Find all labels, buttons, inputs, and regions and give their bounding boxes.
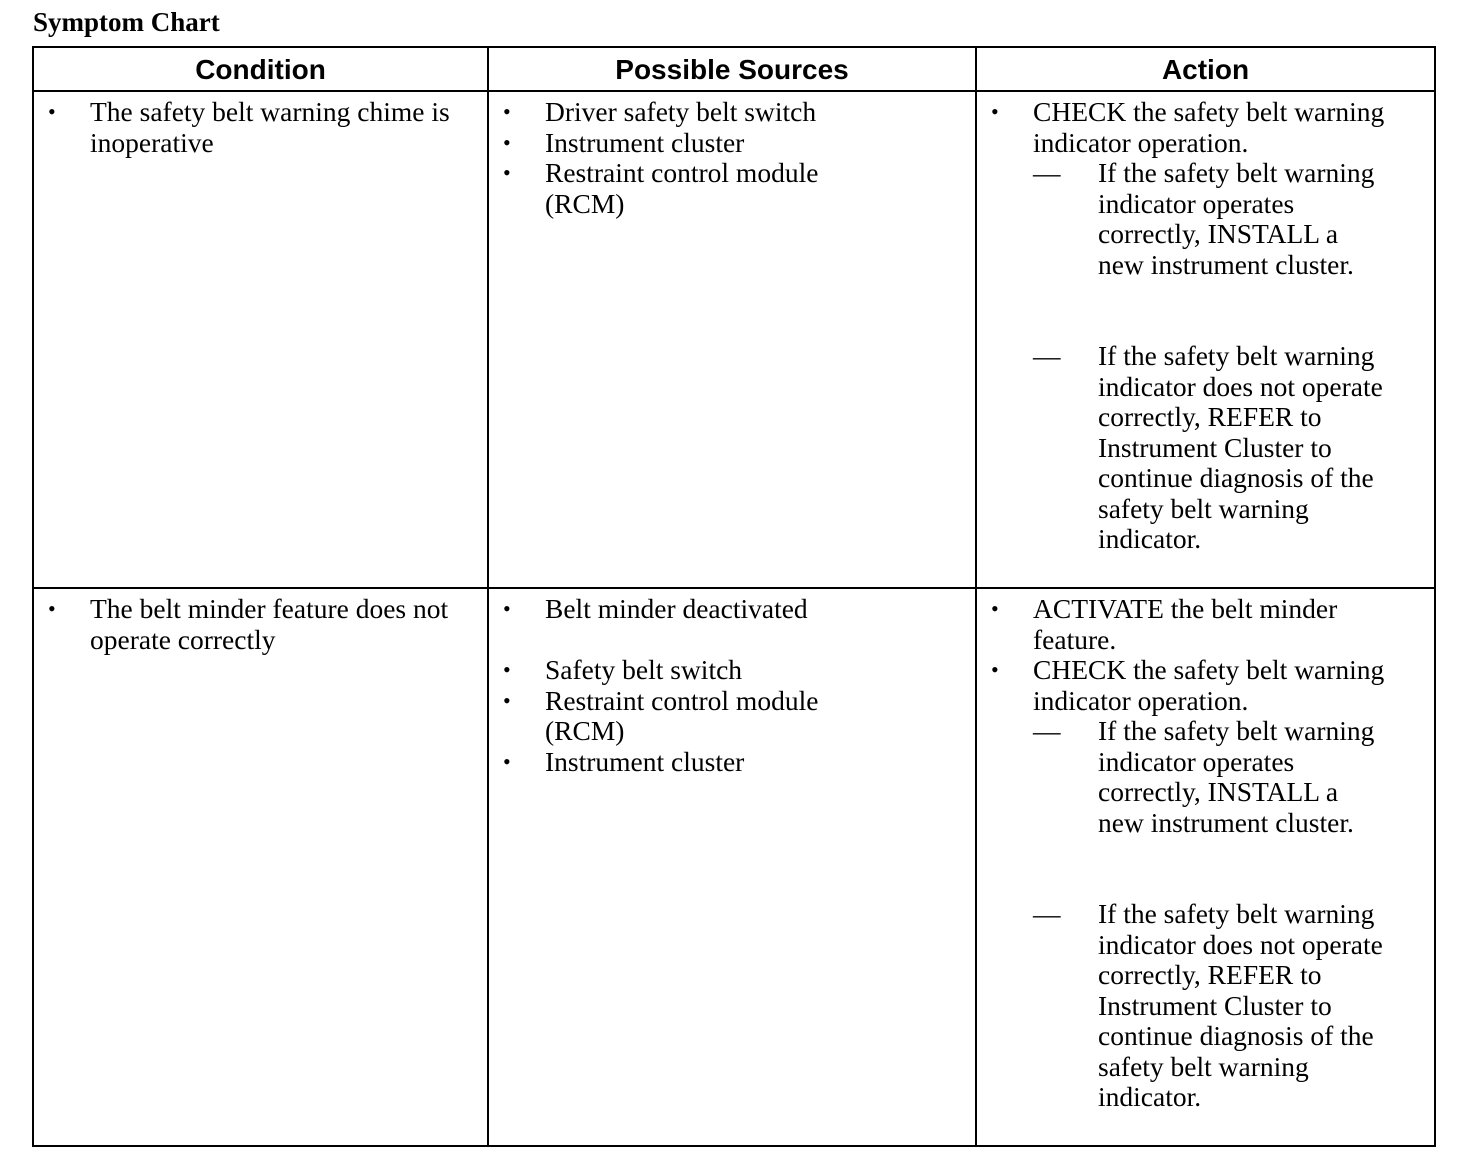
source-text: Restraint control module (RCM) bbox=[545, 157, 819, 219]
condition-item bbox=[34, 594, 477, 655]
action-subtext: If the safety belt warning indicator does not operate correctly, REFER to Instrument Cluster to continue diagnosis of the safety belt warning indicator. bbox=[1098, 340, 1383, 554]
action-subitem bbox=[1033, 716, 1384, 838]
source-item bbox=[489, 594, 975, 625]
action-subitem bbox=[1033, 899, 1384, 1113]
source-item bbox=[489, 158, 885, 219]
source-text: Instrument cluster bbox=[545, 745, 745, 777]
bullet-icon: • bbox=[503, 596, 511, 621]
action-subtext: If the safety belt warning indicator operates correctly, INSTALL a new instrument cluster. bbox=[1098, 157, 1375, 280]
page-title: Symptom Chart bbox=[33, 7, 220, 37]
source-text: Belt minder deactivated bbox=[545, 593, 808, 624]
bullet-icon: • bbox=[503, 129, 511, 155]
condition-cell bbox=[33, 91, 488, 588]
condition-item bbox=[34, 97, 477, 158]
source-item bbox=[489, 686, 885, 747]
bullet-icon: • bbox=[48, 99, 56, 124]
bullet-icon: • bbox=[991, 596, 999, 621]
source-text: Driver safety belt switch bbox=[545, 96, 817, 127]
symptom-table bbox=[32, 46, 1436, 1147]
source-item bbox=[489, 655, 975, 686]
dash-icon: — bbox=[1033, 340, 1061, 371]
condition-cell bbox=[33, 588, 488, 1146]
table-row bbox=[33, 91, 1435, 588]
action-cell bbox=[976, 91, 1435, 588]
header-possible-sources: Possible Sources bbox=[488, 47, 976, 91]
bullet-icon: • bbox=[503, 99, 511, 124]
action-subitem bbox=[1033, 341, 1384, 555]
action-text: CHECK the safety belt warning indicator operation. bbox=[1033, 654, 1385, 716]
dash-icon: — bbox=[1033, 715, 1061, 746]
action-subtext: If the safety belt warning indicator operates correctly, INSTALL a new instrument cluster. bbox=[1098, 715, 1375, 838]
action-text: CHECK the safety belt warning indicator operation. bbox=[1033, 96, 1385, 158]
action-subitem bbox=[1033, 158, 1384, 280]
sources-cell bbox=[488, 91, 976, 588]
header-row bbox=[33, 47, 1435, 91]
sources-cell bbox=[488, 588, 976, 1146]
source-text: Safety belt switch bbox=[545, 654, 743, 685]
action-item bbox=[977, 594, 1404, 655]
bullet-icon: • bbox=[503, 687, 511, 713]
action-text: ACTIVATE the belt minder feature. bbox=[1033, 593, 1338, 655]
action-item bbox=[977, 655, 1404, 1113]
bullet-icon: • bbox=[991, 657, 999, 682]
bullet-icon: • bbox=[503, 657, 511, 682]
bullet-icon: • bbox=[503, 160, 511, 185]
action-subtext: If the safety belt warning indicator does not operate correctly, REFER to Instrument Cluster to continue diagnosis of the safety belt warning indicator. bbox=[1098, 898, 1383, 1112]
source-item bbox=[489, 747, 975, 778]
dash-icon: — bbox=[1033, 157, 1061, 188]
condition-text: The safety belt warning chime is inoperative bbox=[90, 96, 450, 158]
action-item bbox=[977, 97, 1404, 555]
source-item bbox=[489, 97, 975, 128]
bullet-icon: • bbox=[48, 596, 56, 621]
source-text: Restraint control module (RCM) bbox=[545, 684, 819, 746]
table-row bbox=[33, 588, 1435, 1146]
dash-icon: — bbox=[1033, 898, 1061, 929]
condition-text: The belt minder feature does not operate correctly bbox=[90, 593, 449, 655]
header-condition: Condition bbox=[33, 47, 488, 91]
spacer bbox=[489, 625, 975, 656]
source-item bbox=[489, 128, 975, 159]
header-action: Action bbox=[976, 47, 1435, 91]
bullet-icon: • bbox=[503, 748, 511, 774]
bullet-icon: • bbox=[991, 99, 999, 124]
action-cell bbox=[976, 588, 1435, 1146]
source-text: Instrument cluster bbox=[545, 126, 745, 158]
